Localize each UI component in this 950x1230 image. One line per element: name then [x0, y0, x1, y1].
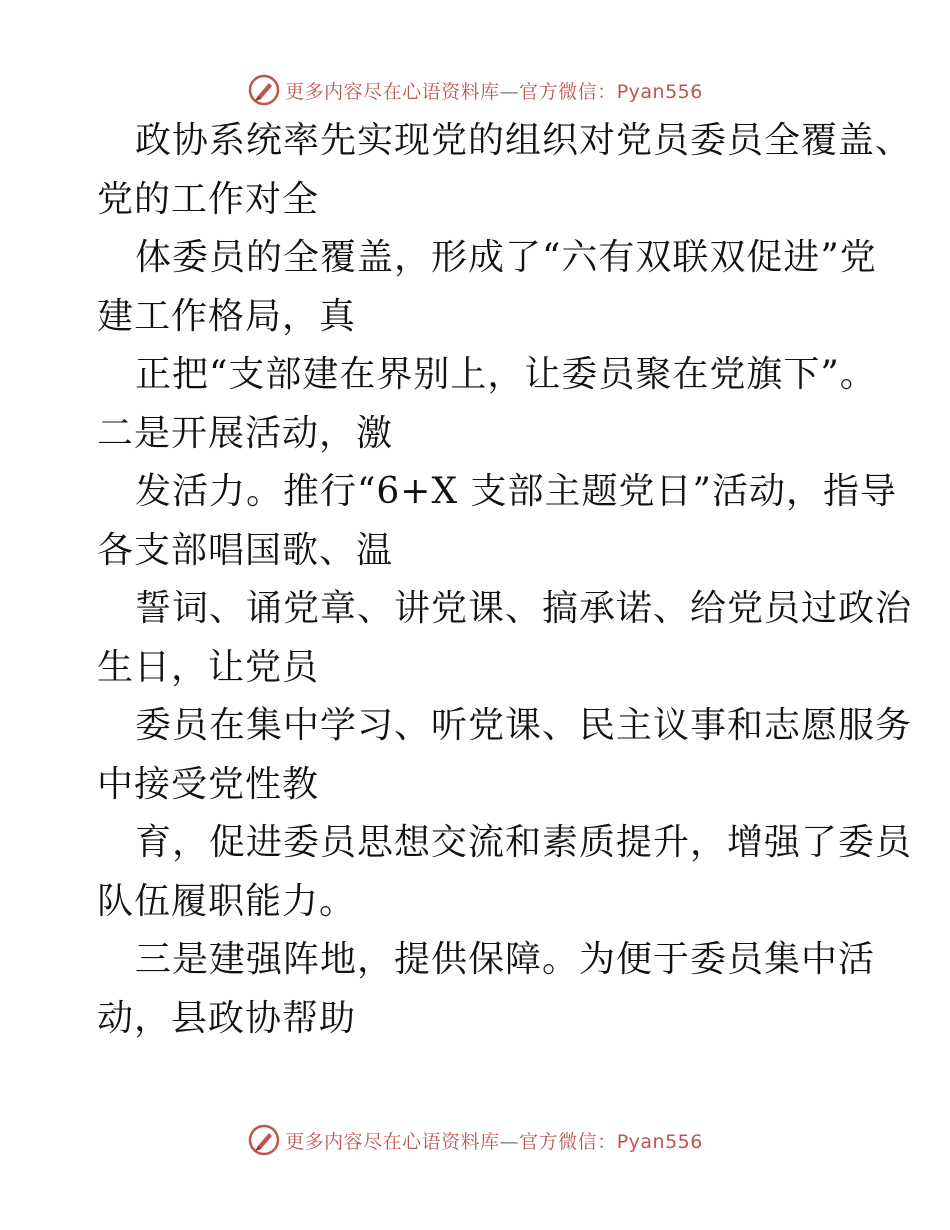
text-line: 动，县政协帮助 — [97, 997, 357, 1039]
header-banner — [0, 70, 950, 110]
text-line: 党的工作对全 — [97, 178, 320, 220]
text-line: 体委员的全覆盖，形成了“六有双联双促进”党 — [135, 237, 877, 278]
footer-separator: — — [499, 1130, 520, 1153]
text-line: 政协系统率先实现党的组织对党员委员全覆盖、 — [135, 120, 913, 161]
text-line: 发活力。推行“6+X 支部主题党日”活动，指导 — [135, 471, 897, 512]
text-line: 生日，让党员 — [97, 646, 320, 688]
text-line: 誓词、诵党章、讲党课、搞承诺、给党员过政治 — [135, 588, 913, 629]
header-site-name: 更多内容尽在心语资料库 — [285, 80, 500, 103]
text-line: 队伍履职能力。 — [97, 880, 357, 922]
text-line: 建工作格局，真 — [97, 295, 357, 337]
header-wechat-label: 官方微信： — [519, 80, 617, 103]
quill-pen-icon — [247, 73, 281, 107]
header-separator: — — [499, 80, 520, 103]
text-line: 各支部唱国歌、温 — [97, 529, 394, 571]
footer-wechat-label: 官方微信： — [519, 1130, 617, 1153]
footer-wechat-id: Pyan556 — [616, 1130, 703, 1153]
text-line: 中接受党性教 — [97, 763, 320, 805]
text-line: 二是开展活动，激 — [97, 412, 394, 454]
text-line: 育，促进委员思想交流和素质提升，增强了委员 — [135, 822, 913, 863]
text-line: 三是建强阵地，提供保障。为便于委员集中活 — [135, 939, 876, 980]
header-banner-text — [285, 77, 703, 104]
text-line: 正把“支部建在界别上，让委员聚在党旗下”。 — [135, 354, 877, 395]
header-wechat-id: Pyan556 — [616, 80, 703, 103]
footer-site-name: 更多内容尽在心语资料库 — [285, 1130, 500, 1153]
footer-banner-text — [285, 1127, 703, 1154]
document-body — [97, 112, 913, 1048]
quill-pen-icon — [247, 1123, 281, 1157]
text-line: 委员在集中学习、听党课、民主议事和志愿服务 — [135, 705, 913, 746]
footer-banner — [0, 1120, 950, 1160]
